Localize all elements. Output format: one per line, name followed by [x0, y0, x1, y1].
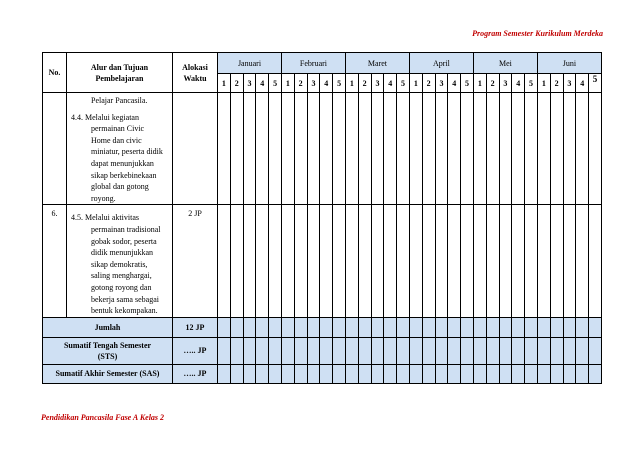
summary-week-cell [333, 364, 346, 383]
month-header: Januari [218, 53, 282, 74]
week-cell [461, 205, 474, 317]
week-cell [294, 205, 307, 317]
summary-week-cell [294, 317, 307, 337]
summary-week-cell [589, 317, 602, 337]
summary-week-cell [269, 317, 282, 337]
week-cell [576, 205, 589, 317]
summary-week-cell [371, 337, 384, 364]
week-number: 2 [422, 74, 435, 93]
summary-week-cell [333, 317, 346, 337]
summary-label [43, 337, 173, 364]
summary-week-cell [269, 364, 282, 383]
summary-week-cell [230, 337, 243, 364]
week-number: 3 [307, 74, 320, 93]
summary-row [43, 364, 602, 383]
summary-week-cell [397, 337, 410, 364]
week-number: 1 [218, 74, 231, 93]
learning-goal-cell [67, 205, 173, 317]
week-number: 1 [409, 74, 422, 93]
week-cell [473, 205, 486, 317]
summary-week-cell [397, 317, 410, 337]
week-cell [473, 93, 486, 205]
week-cell [422, 93, 435, 205]
week-cell [397, 205, 410, 317]
summary-week-cell [448, 317, 461, 337]
summary-week-cell [563, 337, 576, 364]
week-number: 3 [435, 74, 448, 93]
learning-goal-cell [67, 93, 173, 205]
column-header-time-line: Waktu [183, 73, 207, 83]
learning-goal-line: royong. [91, 193, 116, 203]
week-cell [281, 205, 294, 317]
summary-week-cell [320, 317, 333, 337]
summary-week-cell [448, 364, 461, 383]
learning-goal-line: bentuk kekompakan. [91, 306, 158, 316]
summary-row [43, 317, 602, 337]
summary-week-cell [448, 337, 461, 364]
week-number: 3 [371, 74, 384, 93]
summary-label-line: Sumatif Akhir Semester (SAS) [55, 369, 160, 379]
learning-goal-line: 4.5. Melalui aktivitas [71, 213, 139, 223]
summary-week-cell [435, 317, 448, 337]
week-cell [525, 93, 538, 205]
summary-week-cell [589, 364, 602, 383]
week-number: 5 [397, 74, 410, 93]
week-cell [435, 93, 448, 205]
week-cell [230, 205, 243, 317]
column-header-no: No. [43, 53, 67, 93]
summary-week-cell [345, 337, 358, 364]
week-cell [307, 205, 320, 317]
summary-week-cell [230, 364, 243, 383]
week-number: 4 [576, 74, 589, 93]
week-cell [397, 93, 410, 205]
summary-week-cell [525, 317, 538, 337]
week-cell [448, 205, 461, 317]
time-allocation [173, 93, 218, 205]
summary-week-cell [281, 317, 294, 337]
summary-week-cell [281, 364, 294, 383]
week-cell [525, 205, 538, 317]
month-header: Februari [281, 53, 345, 74]
summary-week-cell [422, 317, 435, 337]
week-number: 4 [448, 74, 461, 93]
summary-week-cell [281, 337, 294, 364]
summary-label [43, 317, 173, 337]
summary-label [43, 364, 173, 383]
week-cell [384, 93, 397, 205]
week-number: 1 [345, 74, 358, 93]
summary-week-cell [243, 364, 256, 383]
summary-week-cell [256, 337, 269, 364]
summary-week-cell [256, 317, 269, 337]
summary-week-cell [525, 364, 538, 383]
week-cell [486, 93, 499, 205]
week-number: 2 [486, 74, 499, 93]
summary-time: ….. JP [173, 337, 218, 364]
learning-goal-line: miniatur, peserta didik [91, 147, 163, 157]
summary-week-cell [422, 364, 435, 383]
learning-goal-line: didik menunjukkan [91, 248, 153, 258]
week-cell [550, 93, 563, 205]
summary-week-cell [218, 337, 231, 364]
table-row [43, 205, 602, 317]
summary-row [43, 337, 602, 364]
week-number: 2 [550, 74, 563, 93]
summary-week-cell [435, 364, 448, 383]
summary-week-cell [550, 337, 563, 364]
summary-week-cell [294, 337, 307, 364]
summary-week-cell [307, 317, 320, 337]
week-cell [384, 205, 397, 317]
summary-week-cell [384, 364, 397, 383]
summary-week-cell [473, 364, 486, 383]
week-number: 1 [281, 74, 294, 93]
week-number: 5 [461, 74, 474, 93]
week-cell [537, 205, 550, 317]
week-number: 1 [537, 74, 550, 93]
week-cell [345, 205, 358, 317]
summary-week-cell [499, 364, 512, 383]
learning-goal-line: permainan Civic [91, 124, 145, 134]
summary-week-cell [409, 317, 422, 337]
learning-goal-line: Pelajar Pancasila. [91, 96, 148, 105]
week-cell [333, 93, 346, 205]
summary-week-cell [550, 317, 563, 337]
summary-week-cell [384, 337, 397, 364]
summary-week-cell [243, 317, 256, 337]
week-number: 4 [512, 74, 525, 93]
learning-goal-line: gobak sodor, peserta [91, 236, 157, 246]
summary-week-cell [486, 364, 499, 383]
week-cell [269, 205, 282, 317]
week-cell [218, 205, 231, 317]
week-cell [499, 205, 512, 317]
month-header: Mei [473, 53, 537, 74]
table-row [43, 93, 602, 205]
summary-week-cell [371, 364, 384, 383]
summary-week-cell [345, 317, 358, 337]
summary-week-cell [294, 364, 307, 383]
week-cell [230, 93, 243, 205]
learning-goal-line: gotong royong dan [91, 282, 152, 292]
week-cell [320, 93, 333, 205]
summary-week-cell [512, 364, 525, 383]
column-header-goal [67, 53, 173, 93]
learning-goal-line: dapat menunjukkan [91, 158, 154, 168]
week-number: 5 [269, 74, 282, 93]
table-header-row [43, 53, 602, 74]
week-cell [358, 93, 371, 205]
summary-week-cell [461, 364, 474, 383]
summary-week-cell [218, 364, 231, 383]
summary-week-cell [576, 317, 589, 337]
summary-week-cell [486, 337, 499, 364]
week-cell [345, 93, 358, 205]
week-cell [537, 93, 550, 205]
summary-week-cell [409, 364, 422, 383]
summary-week-cell [473, 337, 486, 364]
week-number: 2 [230, 74, 243, 93]
week-cell [409, 205, 422, 317]
week-cell [294, 93, 307, 205]
summary-week-cell [409, 337, 422, 364]
week-cell [243, 93, 256, 205]
learning-goal-line: saling menghargai, [91, 271, 152, 281]
summary-week-cell [230, 317, 243, 337]
summary-week-cell [358, 364, 371, 383]
summary-time: ….. JP [173, 364, 218, 383]
week-cell [256, 205, 269, 317]
week-number: 4 [384, 74, 397, 93]
week-cell [422, 205, 435, 317]
week-cell [371, 205, 384, 317]
semester-program-table [42, 52, 602, 384]
document-footer-title: Pendidikan Pancasila Fase A Kelas 2 [41, 413, 165, 422]
summary-week-cell [563, 317, 576, 337]
week-cell [269, 93, 282, 205]
week-number: 2 [358, 74, 371, 93]
summary-label-line: Jumlah [94, 322, 121, 332]
week-cell [461, 93, 474, 205]
summary-week-cell [550, 364, 563, 383]
week-cell [320, 205, 333, 317]
week-cell [589, 205, 602, 317]
week-cell [256, 93, 269, 205]
week-cell [358, 205, 371, 317]
summary-week-cell [307, 364, 320, 383]
week-number: 5 [589, 74, 602, 93]
summary-week-cell [473, 317, 486, 337]
time-allocation: 2 JP [173, 205, 218, 317]
week-cell [512, 93, 525, 205]
summary-week-cell [333, 337, 346, 364]
week-cell [563, 205, 576, 317]
summary-week-cell [269, 337, 282, 364]
week-cell [333, 205, 346, 317]
week-cell [435, 205, 448, 317]
summary-week-cell [537, 364, 550, 383]
summary-week-cell [461, 317, 474, 337]
summary-week-cell [371, 317, 384, 337]
summary-week-cell [499, 337, 512, 364]
week-cell [512, 205, 525, 317]
row-number [43, 93, 67, 205]
summary-week-cell [563, 364, 576, 383]
week-number: 4 [320, 74, 333, 93]
week-cell [563, 93, 576, 205]
month-header: Maret [345, 53, 409, 74]
week-number: 3 [499, 74, 512, 93]
document-header-title: Program Semester Kurikulum Merdeka [472, 29, 603, 38]
month-header: Juni [537, 53, 601, 74]
learning-goal-line: bekerja sama sebagai [91, 294, 159, 304]
summary-label-line: (STS) [97, 351, 118, 361]
week-cell [281, 93, 294, 205]
summary-week-cell [384, 317, 397, 337]
summary-week-cell [537, 317, 550, 337]
row-number: 6. [43, 205, 67, 317]
learning-goal-line: Home dan civic [91, 135, 142, 145]
week-cell [371, 93, 384, 205]
summary-time: 12 JP [173, 317, 218, 337]
summary-week-cell [435, 337, 448, 364]
week-number: 5 [333, 74, 346, 93]
week-cell [409, 93, 422, 205]
summary-week-cell [358, 317, 371, 337]
learning-goal-line: permainan tradisional [91, 224, 161, 234]
summary-week-cell [218, 317, 231, 337]
column-header-goal-line: Pembelajaran [95, 73, 144, 83]
summary-week-cell [576, 364, 589, 383]
week-cell [448, 93, 461, 205]
summary-week-cell [256, 364, 269, 383]
column-header-goal-line: Alur dan Tujuan [90, 62, 149, 72]
week-number: 1 [473, 74, 486, 93]
learning-goal-line: global dan gotong [91, 182, 149, 192]
summary-week-cell [512, 317, 525, 337]
week-cell [550, 205, 563, 317]
week-cell [307, 93, 320, 205]
summary-week-cell [320, 337, 333, 364]
summary-week-cell [499, 317, 512, 337]
month-header: April [409, 53, 473, 74]
learning-goal-line: sikap demokratis, [91, 259, 148, 269]
week-cell [576, 93, 589, 205]
summary-week-cell [589, 337, 602, 364]
summary-week-cell [486, 317, 499, 337]
summary-week-cell [576, 337, 589, 364]
summary-week-cell [397, 364, 410, 383]
column-header-time [173, 53, 218, 93]
column-header-time-line: Alokasi [182, 62, 208, 72]
week-cell [243, 205, 256, 317]
summary-week-cell [525, 337, 538, 364]
week-cell [499, 93, 512, 205]
summary-label-line: Sumatif Tengah Semester [63, 340, 152, 350]
summary-week-cell [461, 337, 474, 364]
week-cell [486, 205, 499, 317]
summary-week-cell [512, 337, 525, 364]
summary-week-cell [422, 337, 435, 364]
week-number: 5 [525, 74, 538, 93]
summary-week-cell [537, 337, 550, 364]
week-cell [589, 93, 602, 205]
summary-week-cell [243, 337, 256, 364]
summary-week-cell [345, 364, 358, 383]
week-number: 3 [243, 74, 256, 93]
learning-goal-line: 4.4. Melalui kegiatan [71, 112, 139, 122]
week-number: 3 [563, 74, 576, 93]
week-number: 4 [256, 74, 269, 93]
week-cell [218, 93, 231, 205]
summary-week-cell [320, 364, 333, 383]
week-number: 2 [294, 74, 307, 93]
summary-week-cell [307, 337, 320, 364]
summary-week-cell [358, 337, 371, 364]
learning-goal-line: sikap berkebinekaan [91, 170, 157, 180]
